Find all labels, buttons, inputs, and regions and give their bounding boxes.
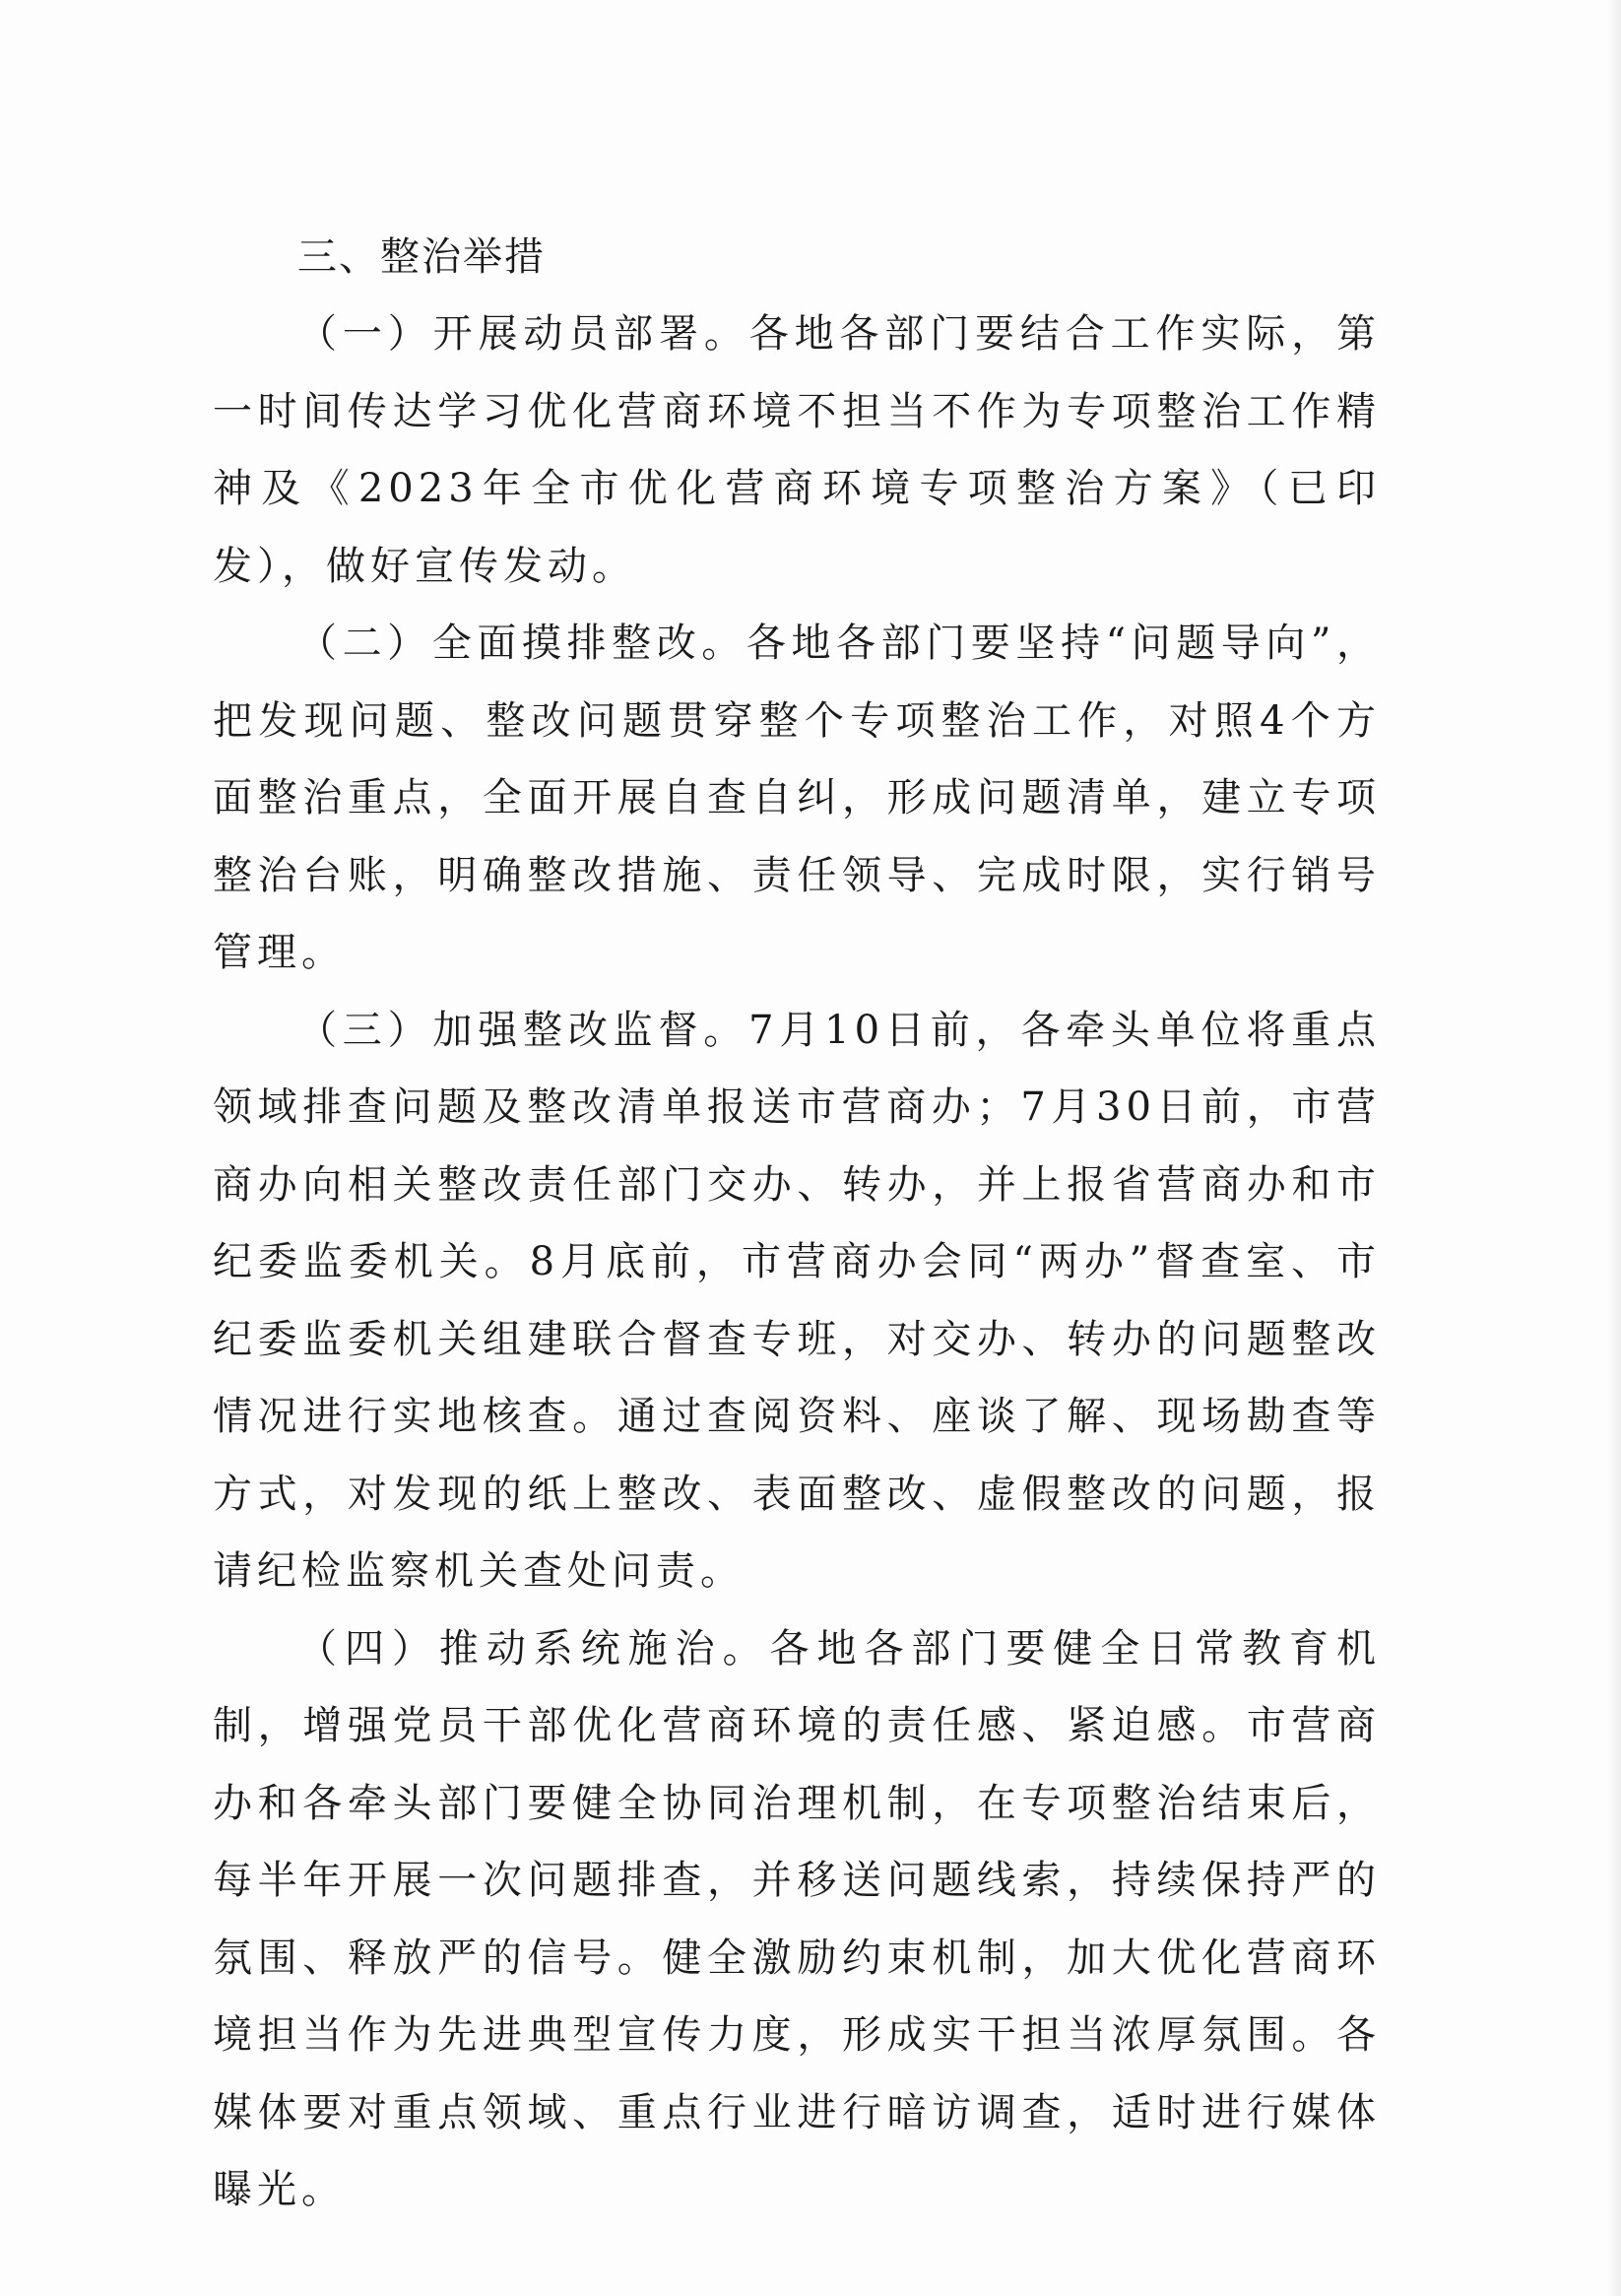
paragraph-systemic-governance: （四）推动系统施治。各地各部门要健全日常教育机制，增强党员干部优化营商环境的责任感、紧迫感。市营商办和各牵头部门要健全协同治理机制，在专项整治结束后，每半年开展一次问题排查，并移送问题线索，持续保持严的氛围、释放严的信号。健全激励约束机制，加大优化营商环境担当作为先进典型宣传力度，形成实干担当浓厚氛围。各媒体要对重点领域、重点行业进行暗访调查，适时进行媒体曝光。 <box>213 1625 1381 2212</box>
section-heading: 三、整治举措 <box>297 234 546 280</box>
document-body <box>213 219 1381 2229</box>
paragraph-supervision: （三）加强整改监督。7月10日前，各牵头单位将重点领域排查问题及整改清单报送市营商办；7月30日前，市营商办向相关整改责任部门交办、转办，并上报省营商办和市纪委监委机关。8月底前，市营商办会同“两办”督查室、市纪委监委机关组建联合督查专班，对交办、转办的问题整改情况进行实地核查。通过查阅资料、座谈了解、现场勘查等方式，对发现的纸上整改、表面整改、虚假整改的问题，报请纪检监察机关查处问责。 <box>213 1007 1381 1594</box>
scan-edge-shadow <box>1607 0 1621 2296</box>
paragraph-investigation: （二）全面摸排整改。各地各部门要坚持“问题导向”，把发现问题、整改问题贯穿整个专项整治工作，对照4个方面整治重点，全面开展自查自纠，形成问题清单，建立专项整治台账，明确整改措施、责任领导、完成时限，实行销号管理。 <box>213 621 1381 975</box>
paragraph-mobilization: （一）开展动员部署。各地各部门要结合工作实际，第一时间传达学习优化营商环境不担当不作为专项整治工作精神及《2023年全市优化营商环境专项整治方案》（已印发），做好宣传发动。 <box>213 311 1381 589</box>
